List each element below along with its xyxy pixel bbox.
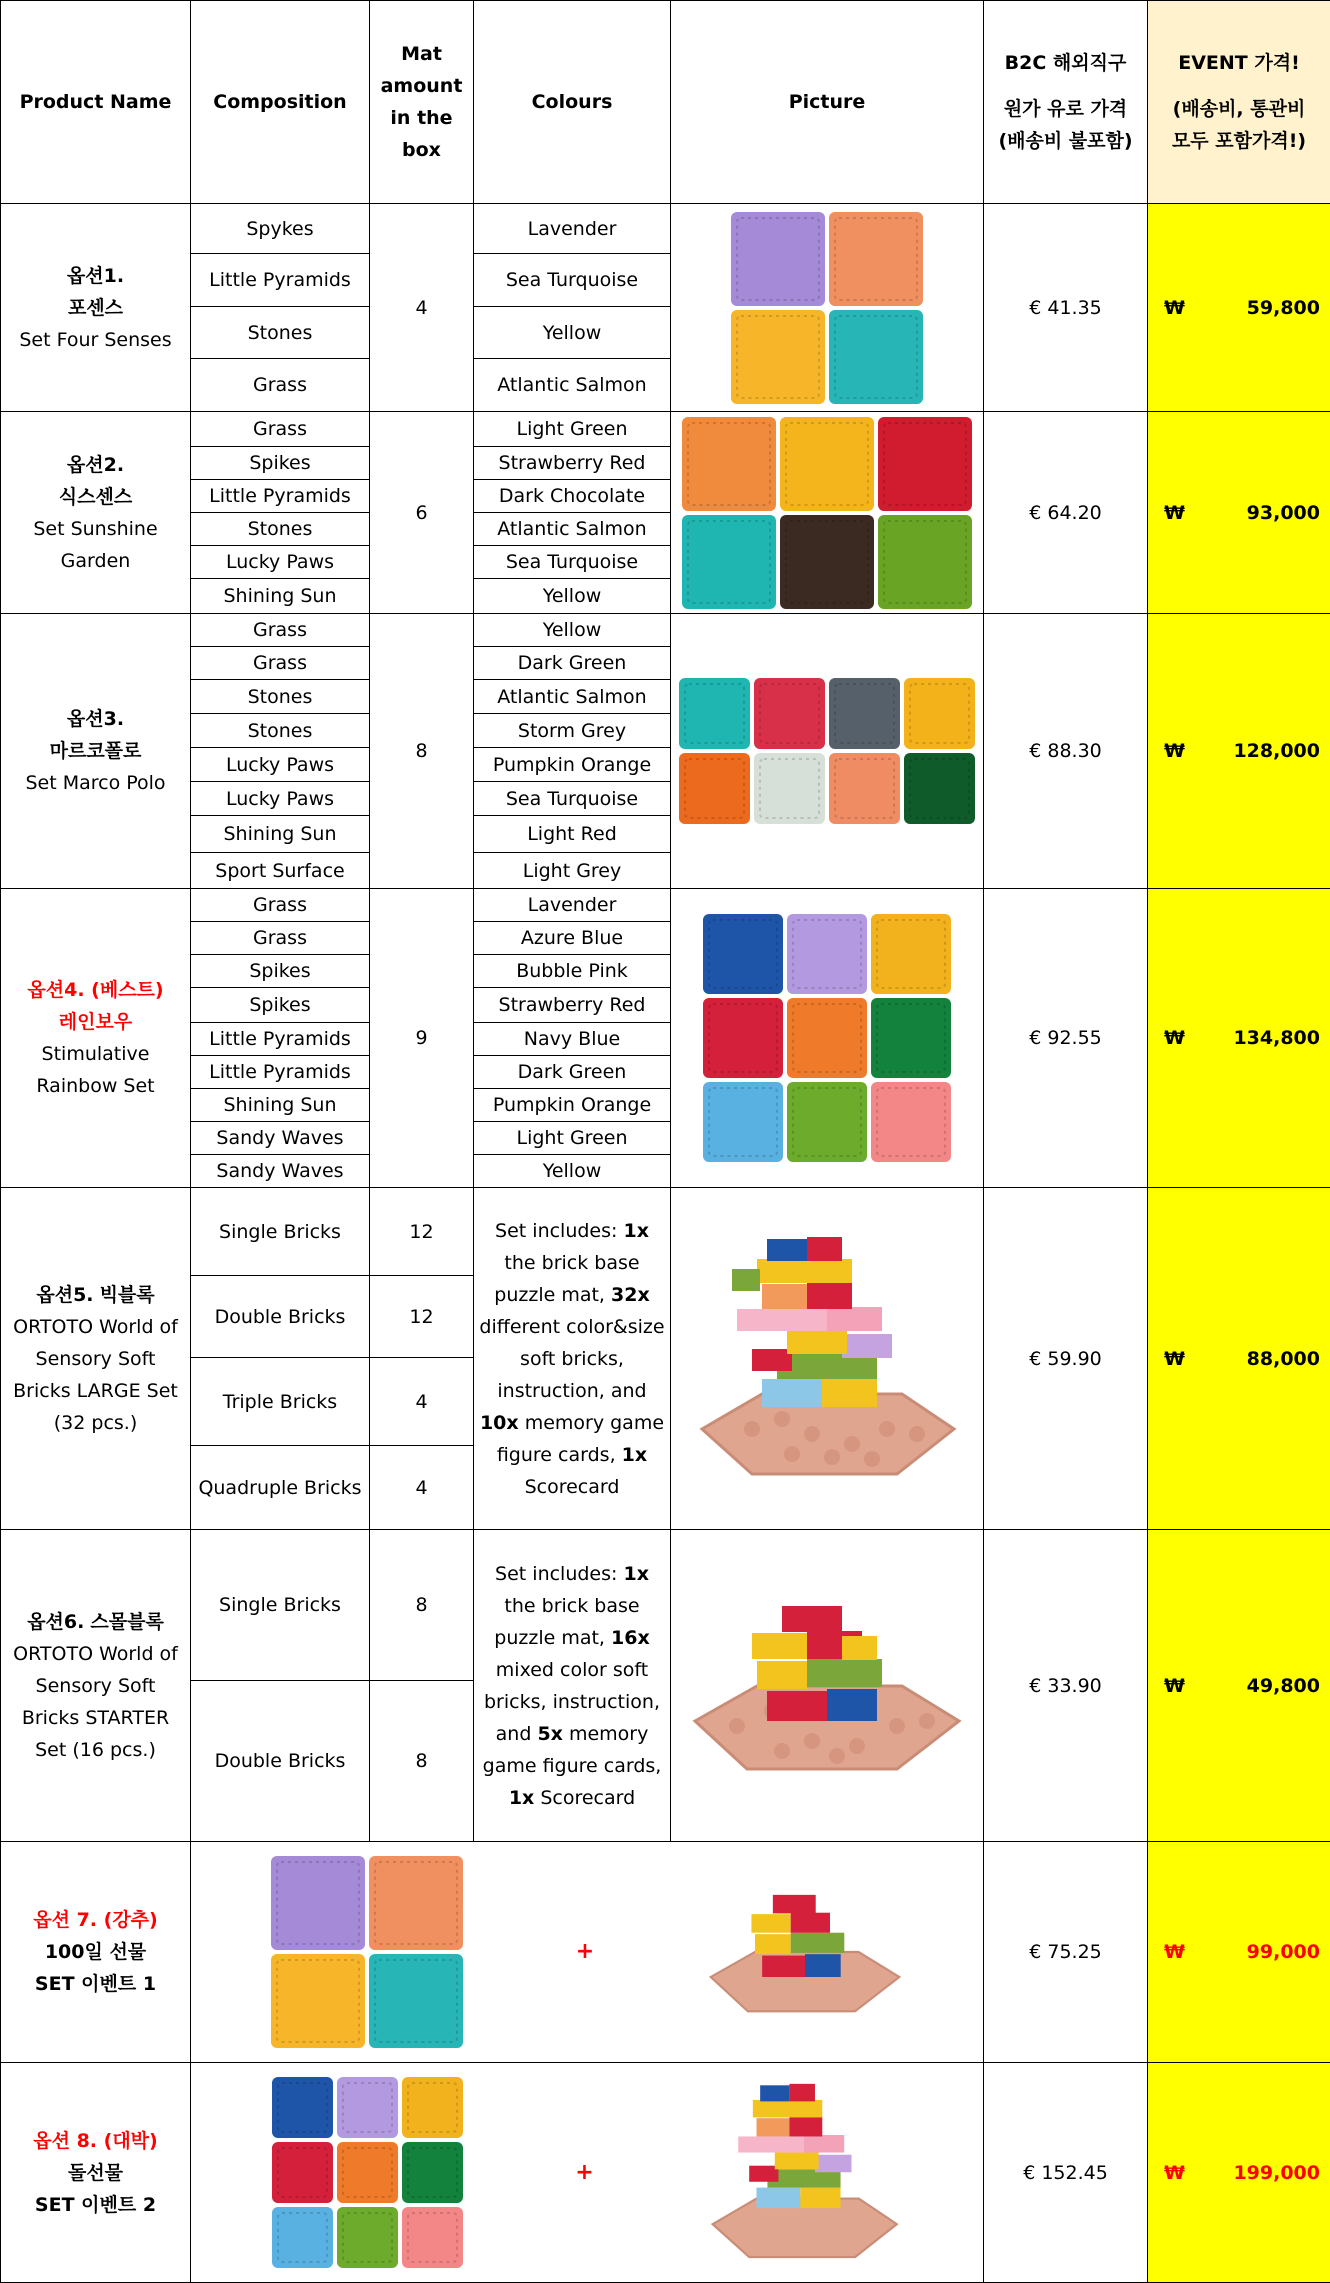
mat-tile — [829, 310, 923, 404]
mat-amount-cell: 9 — [370, 889, 474, 1188]
colour-cell: Lavender — [474, 204, 671, 254]
mat-tile — [703, 998, 783, 1078]
euro-price: € 152.45 — [984, 2063, 1148, 2283]
colour-cell: Lavender — [474, 889, 671, 922]
option4-name-cell — [1, 889, 191, 1188]
mat-tile — [780, 417, 874, 511]
composition-cell: Spykes — [191, 204, 370, 254]
composition-cell: Stones — [191, 714, 370, 748]
mat-tile — [679, 678, 750, 749]
won-symbol: ₩ — [1164, 735, 1185, 767]
mat-tile — [878, 417, 972, 511]
event-price-value: 49,800 — [1247, 1670, 1320, 1702]
colour-cell: Pumpkin Orange — [474, 748, 671, 782]
composition-cell: Sandy Waves — [191, 1122, 370, 1155]
header-b2c-line1: B2C 해외직구 — [988, 47, 1143, 79]
header-colours: Colours — [474, 1, 671, 204]
brick-count-cell: 12 — [370, 1188, 474, 1276]
colour-cell: Storm Grey — [474, 714, 671, 748]
colour-cell: Sea Turquoise — [474, 782, 671, 816]
option7-picture — [191, 1842, 984, 2063]
option3-subtitle: 마르코폴로 — [5, 735, 186, 767]
mat-tile — [337, 2207, 398, 2268]
option6-row — [1, 1530, 1330, 1681]
header-composition: Composition — [191, 1, 370, 204]
colour-cell: Strawberry Red — [474, 988, 671, 1023]
mat-tile — [829, 753, 900, 824]
composition-cell: Stones — [191, 307, 370, 359]
composition-cell: Lucky Paws — [191, 546, 370, 579]
mat-set-picture — [677, 676, 977, 826]
brick-tower-large-picture — [704, 2078, 904, 2268]
event-price — [1148, 1188, 1330, 1530]
mat-tile — [829, 212, 923, 306]
mat-tile — [337, 2142, 398, 2203]
brick-count-cell: 12 — [370, 1276, 474, 1358]
colour-cell: Bubble Pink — [474, 955, 671, 988]
composition-cell: Shining Sun — [191, 816, 370, 853]
event-price-value: 134,800 — [1233, 1022, 1320, 1054]
colour-cell: Light Red — [474, 816, 671, 853]
mat-tile — [731, 310, 825, 404]
option7-subtitle: 100일 선물 — [5, 1936, 186, 1968]
option3-name-cell — [1, 614, 191, 889]
event-price — [1148, 204, 1330, 412]
option2-title: 옵션2. — [5, 449, 186, 481]
colour-cell: Pumpkin Orange — [474, 1089, 671, 1122]
colour-cell: Atlantic Salmon — [474, 359, 671, 412]
mat-set-picture — [701, 912, 953, 1164]
brick-tower-small-picture — [705, 1882, 905, 2022]
option1-name-en: Set Four Senses — [5, 324, 186, 356]
event-price-value: 59,800 — [1247, 292, 1320, 324]
mat-tile — [271, 1954, 365, 2048]
mat-tile — [703, 1082, 783, 1162]
euro-price: € 75.25 — [984, 1842, 1148, 2063]
option8-title: 옵션 8. (대박) — [5, 2125, 186, 2157]
composition-cell: Shining Sun — [191, 1089, 370, 1122]
euro-price: € 59.90 — [984, 1188, 1148, 1530]
colour-cell: Dark Chocolate — [474, 480, 671, 513]
brick-count-cell: 8 — [370, 1681, 474, 1842]
option5-name-en: ORTOTO World of Sensory Soft Bricks LARGE Set (32 pcs.) — [5, 1311, 186, 1439]
won-symbol: ₩ — [1164, 1343, 1185, 1375]
option6-title: 옵션6. — [27, 1611, 84, 1633]
mat-tile — [787, 914, 867, 994]
composition-cell: Grass — [191, 647, 370, 680]
option2-picture — [671, 412, 984, 614]
event-price — [1148, 1842, 1330, 2063]
option2-name-cell — [1, 412, 191, 614]
mat-tile — [337, 2077, 398, 2138]
composition-cell: Little Pyramids — [191, 1023, 370, 1056]
mat-amount-cell: 6 — [370, 412, 474, 614]
brick-tower-large-picture — [692, 1229, 962, 1489]
mat-tile — [871, 1082, 951, 1162]
mat-tile — [787, 998, 867, 1078]
option1-picture — [671, 204, 984, 412]
mat-tile — [754, 678, 825, 749]
colour-cell: Yellow — [474, 307, 671, 359]
option5-subtitle: 빅블록 — [100, 1284, 155, 1306]
mat-tile — [272, 2077, 333, 2138]
option7-name-en: SET 이벤트 1 — [5, 1968, 186, 2000]
composition-cell: Little Pyramids — [191, 254, 370, 307]
composition-cell: Grass — [191, 359, 370, 412]
mat-tile — [272, 2142, 333, 2203]
mat-amount-cell: 4 — [370, 204, 474, 412]
composition-cell: Little Pyramids — [191, 1056, 370, 1089]
option4-row — [1, 889, 1330, 922]
option2-row — [1, 412, 1330, 447]
option1-row — [1, 204, 1330, 254]
option4-picture — [671, 889, 984, 1188]
mat-set-picture — [269, 1854, 465, 2050]
header-b2c-price — [984, 1, 1148, 204]
mat-tile — [402, 2142, 463, 2203]
colour-cell: Sea Turquoise — [474, 254, 671, 307]
composition-cell: Grass — [191, 412, 370, 447]
composition-cell: Grass — [191, 889, 370, 922]
option8-subtitle: 돌선물 — [5, 2157, 186, 2189]
event-price-value: 88,000 — [1247, 1343, 1320, 1375]
colour-cell: Light Grey — [474, 853, 671, 889]
option4-title: 옵션4. (베스트) — [5, 974, 186, 1006]
option3-name-en: Set Marco Polo — [5, 767, 186, 799]
event-price — [1148, 2063, 1330, 2283]
event-price-value: 199,000 — [1233, 2157, 1320, 2189]
won-symbol: ₩ — [1164, 1670, 1185, 1702]
colour-cell: Light Green — [474, 412, 671, 447]
event-price-value: 93,000 — [1247, 497, 1320, 529]
composition-cell: Spikes — [191, 988, 370, 1023]
option2-subtitle: 식스센스 — [5, 481, 186, 513]
colour-cell: Yellow — [474, 614, 671, 647]
header-product-name: Product Name — [1, 1, 191, 204]
brick-tower — [752, 1606, 882, 1721]
option8-picture — [191, 2063, 984, 2283]
header-mat-amount: Mat amount in the box — [370, 1, 474, 204]
composition-cell: Little Pyramids — [191, 480, 370, 513]
mat-tile — [271, 1856, 365, 1950]
option7-row — [1, 1842, 1330, 2063]
colour-cell: Light Green — [474, 1122, 671, 1155]
event-price — [1148, 1530, 1330, 1842]
option5-title: 옵션5. — [36, 1284, 93, 1306]
option6-name-cell — [1, 1530, 191, 1842]
option5-picture — [671, 1188, 984, 1530]
header-event-price — [1148, 1, 1330, 204]
event-price — [1148, 614, 1330, 889]
brick-type-cell: Single Bricks — [191, 1530, 370, 1681]
mat-tile — [904, 753, 975, 824]
colour-cell: Azure Blue — [474, 922, 671, 955]
brick-count-cell: 8 — [370, 1530, 474, 1681]
brick-tower — [732, 1237, 892, 1407]
colour-cell: Strawberry Red — [474, 447, 671, 480]
composition-cell: Lucky Paws — [191, 782, 370, 816]
euro-price: € 33.90 — [984, 1530, 1148, 1842]
composition-cell: Stones — [191, 513, 370, 546]
colour-cell: Yellow — [474, 579, 671, 614]
mat-set-picture — [680, 415, 974, 611]
mat-tile — [878, 515, 972, 609]
option1-name-cell — [1, 204, 191, 412]
composition-cell: Sandy Waves — [191, 1155, 370, 1188]
mat-tile — [272, 2207, 333, 2268]
mat-tile — [871, 914, 951, 994]
brick-type-cell: Quadruple Bricks — [191, 1446, 370, 1530]
mat-tile — [402, 2077, 463, 2138]
option1-title: 옵션1. — [5, 260, 186, 292]
header-event-line2: (배송비, 통관비 — [1152, 93, 1326, 125]
mat-tile — [904, 678, 975, 749]
option3-picture — [671, 614, 984, 889]
option5-name-cell — [1, 1188, 191, 1530]
colour-cell: Sea Turquoise — [474, 546, 671, 579]
option6-description: Set includes: 1x the brick base puzzle mat, 16x mixed color soft bricks, instruction, and 5x memory game figure cards, 1x Scorecard — [474, 1530, 671, 1842]
composition-cell: Grass — [191, 922, 370, 955]
brick-count-cell: 4 — [370, 1446, 474, 1530]
mat-set-picture — [729, 210, 925, 406]
colour-cell: Atlantic Salmon — [474, 680, 671, 714]
euro-price: € 41.35 — [984, 204, 1148, 412]
header-row — [1, 1, 1330, 204]
mat-tile — [402, 2207, 463, 2268]
colour-cell: Yellow — [474, 1155, 671, 1188]
won-symbol: ₩ — [1164, 292, 1185, 324]
colour-cell: Dark Green — [474, 647, 671, 680]
option6-picture — [671, 1530, 984, 1842]
won-symbol: ₩ — [1164, 1022, 1185, 1054]
plus-sign: + — [575, 2157, 593, 2189]
option4-subtitle: 레인보우 — [5, 1006, 186, 1038]
euro-price: € 64.20 — [984, 412, 1148, 614]
brick-type-cell: Single Bricks — [191, 1188, 370, 1276]
mat-tile — [679, 753, 750, 824]
composition-cell: Sport Surface — [191, 853, 370, 889]
mat-tile — [754, 753, 825, 824]
composition-cell: Spikes — [191, 955, 370, 988]
euro-price: € 88.30 — [984, 614, 1148, 889]
header-event-line3: 모두 포함가격!) — [1152, 125, 1326, 157]
composition-cell: Shining Sun — [191, 579, 370, 614]
header-b2c-line3: (배송비 불포함) — [988, 125, 1143, 157]
event-price-value: 128,000 — [1233, 735, 1320, 767]
mat-tile — [682, 417, 776, 511]
mat-tile — [871, 998, 951, 1078]
mat-tile — [369, 1954, 463, 2048]
composition-cell: Lucky Paws — [191, 748, 370, 782]
option8-name-en: SET 이벤트 2 — [5, 2189, 186, 2221]
composition-cell: Stones — [191, 680, 370, 714]
option8-name-cell — [1, 2063, 191, 2283]
won-symbol: ₩ — [1164, 497, 1185, 529]
brick-type-cell: Double Bricks — [191, 1681, 370, 1842]
euro-price: € 92.55 — [984, 889, 1148, 1188]
event-price — [1148, 889, 1330, 1188]
option5-description: Set includes: 1x the brick base puzzle mat, 32x different color&size soft bricks, instruction, and 10x memory game figure cards, 1x Scorecard — [474, 1188, 671, 1530]
header-b2c-line2: 원가 유로 가격 — [988, 93, 1143, 125]
brick-type-cell: Double Bricks — [191, 1276, 370, 1358]
mat-tile — [829, 678, 900, 749]
mat-tile — [787, 1082, 867, 1162]
brick-tower-small-picture — [687, 1591, 967, 1781]
mat-tile — [731, 212, 825, 306]
option7-name-cell — [1, 1842, 191, 2063]
header-event-line1: EVENT 가격! — [1152, 47, 1326, 79]
event-price-value: 99,000 — [1247, 1936, 1320, 1968]
option3-title: 옵션3. — [5, 703, 186, 735]
mat-tile — [369, 1856, 463, 1950]
option6-name-en: ORTOTO World of Sensory Soft Bricks STARTER Set (16 pcs.) — [5, 1638, 186, 1766]
option5-row — [1, 1188, 1330, 1276]
option8-row — [1, 2063, 1330, 2283]
composition-cell: Grass — [191, 614, 370, 647]
option4-name-en: Stimulative Rainbow Set — [5, 1038, 186, 1102]
brick-type-cell: Triple Bricks — [191, 1358, 370, 1446]
option2-name-en: Set Sunshine Garden — [5, 513, 186, 577]
colour-cell: Navy Blue — [474, 1023, 671, 1056]
mat-amount-cell: 8 — [370, 614, 474, 889]
won-symbol: ₩ — [1164, 2157, 1185, 2189]
mat-tile — [780, 515, 874, 609]
option3-row — [1, 614, 1330, 647]
option7-title: 옵션 7. (강추) — [5, 1904, 186, 1936]
colour-cell: Dark Green — [474, 1056, 671, 1089]
mat-tile — [682, 515, 776, 609]
composition-cell: Spikes — [191, 447, 370, 480]
header-picture: Picture — [671, 1, 984, 204]
won-symbol: ₩ — [1164, 1936, 1185, 1968]
brick-count-cell: 4 — [370, 1358, 474, 1446]
option1-subtitle: 포센스 — [5, 292, 186, 324]
plus-sign: + — [576, 1936, 594, 1968]
mat-tile — [703, 914, 783, 994]
colour-cell: Atlantic Salmon — [474, 513, 671, 546]
option6-subtitle: 스몰블록 — [90, 1611, 163, 1633]
mat-set-picture — [270, 2075, 465, 2270]
event-price — [1148, 412, 1330, 614]
